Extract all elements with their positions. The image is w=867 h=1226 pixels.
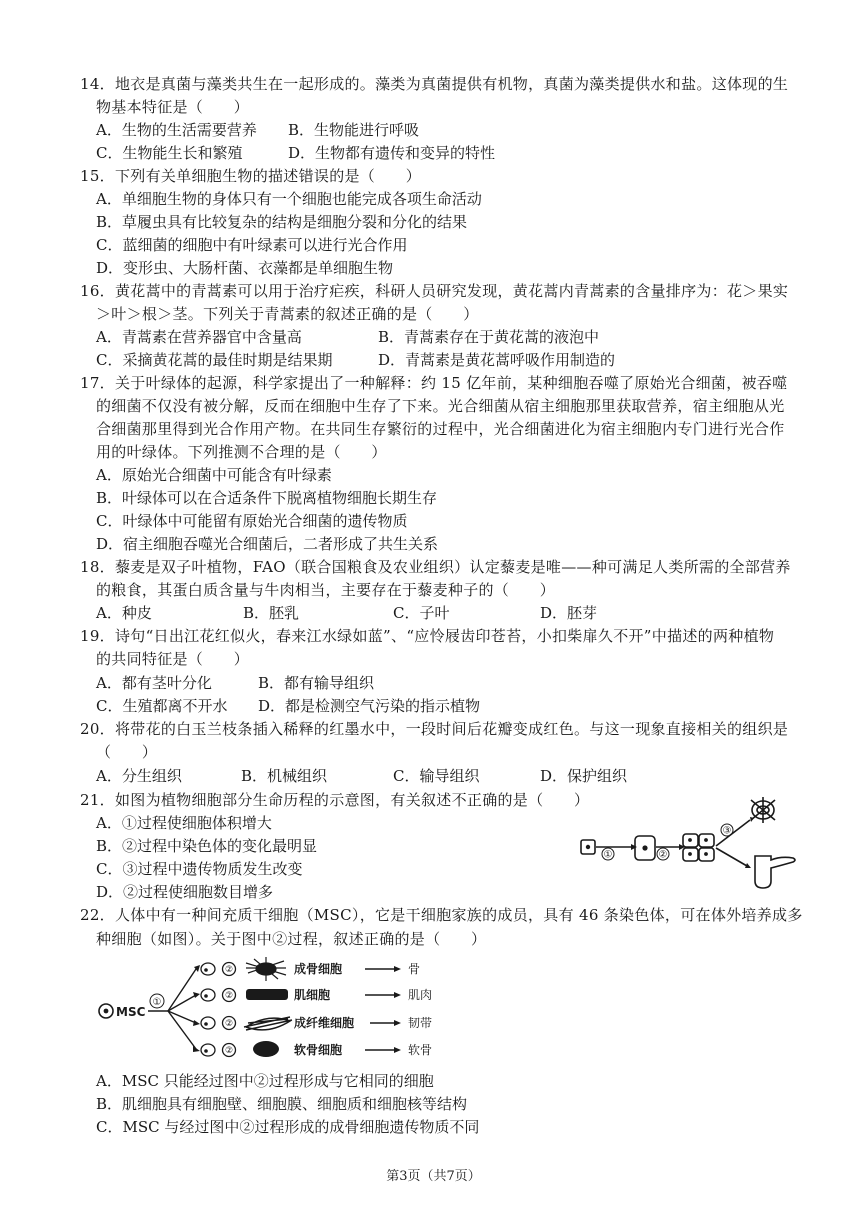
q21-step1-label: ①	[603, 849, 613, 861]
q22-stem-line1: 22．人体中有一种间充质干细胞（MSC），它是干细胞家族的成员，具有 46 条染色体，可在体外培养成多	[80, 906, 803, 924]
q17-stem-line3: 合细菌那里得到光合作用产物。在共同生存繁衍的过程中，光合细菌进化为宿主细胞内专门进行光合作	[96, 420, 785, 438]
q22-option-c: C．MSC 与经过图中②过程形成的成骨细胞遗传物质不同	[96, 1118, 480, 1136]
q19-option-c: C．生殖都离不开水	[96, 697, 228, 715]
q22-stem-line2: 种细胞（如图）。关于图中②过程，叙述正确的是（ ）	[96, 930, 487, 948]
q14-option-a: A．生物的生活需要营养	[96, 121, 257, 139]
cell-group-icon	[683, 834, 714, 861]
q22-row2-step2-label: ②	[224, 991, 234, 1001]
q17-option-b: B．叶绿体可以在合适条件下脱离植物细胞长期生存	[96, 489, 438, 507]
q17-stem-line4: 用的叶绿体。下列推测不合理的是（ ）	[96, 443, 387, 461]
q14-option-c: C．生物能生长和繁殖	[96, 144, 243, 162]
q19-option-d: D．都是检测空气污染的指示植物	[258, 697, 481, 715]
q21-step3-label: ③	[722, 825, 732, 837]
q16-option-b: B．青蒿素存在于黄花蒿的液泡中	[378, 328, 600, 346]
q17-stem-line2: 的细菌不仅没有被分解，反而在细胞中生存了下来。光合细菌从宿主细胞那里获取营养，宿主细胞从光	[96, 397, 785, 415]
q22-row3-step2-label: ②	[224, 1019, 234, 1029]
q22-row4-result: 软骨	[408, 1043, 433, 1057]
q20-option-c: C．输导组织	[393, 767, 480, 785]
differentiated-cell-top-icon	[751, 797, 775, 823]
q15-option-d: D．变形虫、大肠杆菌、衣藻都是单细胞生物	[96, 259, 394, 277]
differentiated-cell-bottom-icon	[755, 856, 795, 888]
q22-row3-cell-name: 成纤维细胞	[294, 1016, 355, 1030]
q20-stem-line1: 20．将带花的白玉兰枝条插入稀释的红墨水中，一段时间后花瓣变成红色。与这一现象直接相关的组织是	[80, 720, 789, 738]
q22-row4-step2-label: ②	[224, 1046, 234, 1056]
q16-option-d: D．青蒿素是黄花蒿呼吸作用制造的	[378, 351, 616, 369]
q17-option-d: D．宿主细胞吞噬光合细菌后，二者形成了共生关系	[96, 535, 439, 553]
q21-option-c: C．③过程中遗传物质发生改变	[96, 860, 303, 878]
q22-msc-differentiation-figure	[96, 955, 456, 1065]
q18-option-d: D．胚芽	[540, 604, 598, 622]
q21-cell-process-figure	[575, 796, 800, 891]
q19-option-a: A．都有茎叶分化	[96, 674, 212, 692]
q15-option-a: A．单细胞生物的身体只有一个细胞也能完成各项生命活动	[96, 190, 482, 208]
q22-row1-cell-name: 成骨细胞	[294, 962, 343, 976]
osteoblast-icon	[246, 957, 286, 981]
q14-option-b: B．生物能进行呼吸	[288, 121, 420, 139]
q17-option-c: C．叶绿体中可能留有原始光合细菌的遗传物质	[96, 512, 408, 530]
q18-stem-line2: 的粮食，其蛋白质含量与牛肉相当，主要存在于藜麦种子的（ ）	[96, 581, 556, 599]
q20-option-d: D．保护组织	[540, 767, 628, 785]
q21-option-b: B．②过程中染色体的变化最明显	[96, 837, 318, 855]
q22-step1-label: ①	[152, 997, 162, 1008]
q22-row3-result: 韧带	[408, 1016, 433, 1030]
q22-row2-cell-name: 肌细胞	[294, 988, 331, 1002]
q21-stem-line1: 21．如图为植物细胞部分生命历程的示意图，有关叙述不正确的是（ ）	[80, 791, 590, 809]
chondrocyte-icon	[253, 1041, 279, 1057]
q17-stem-line1: 17．关于叶绿体的起源，科学家提出了一种解释：约 15 亿年前，某种细胞吞噬了原始光合细菌，被吞噬	[80, 374, 788, 392]
q22-row4-cell-name: 软骨细胞	[294, 1043, 343, 1057]
q18-option-c: C．子叶	[393, 604, 450, 622]
q14-stem-line1: 14．地衣是真菌与藻类共生在一起形成的。藻类为真菌提供有机物，真菌为藻类提供水和盐。这体现的生	[80, 75, 789, 93]
q22-option-b: B．肌细胞具有细胞壁、细胞膜、细胞质和细胞核等结构	[96, 1095, 468, 1113]
q22-row2-result: 肌肉	[408, 988, 433, 1002]
q22-msc-label: MSC	[116, 1005, 146, 1019]
q22-row1-result: 骨	[408, 962, 421, 976]
q14-stem-line2: 物基本特征是（ ）	[96, 98, 250, 116]
q15-option-b: B．草履虫具有比较复杂的结构是细胞分裂和分化的结果	[96, 213, 468, 231]
q15-stem-line1: 15．下列有关单细胞生物的描述错误的是（ ）	[80, 167, 421, 185]
q19-stem-line1: 19．诗句“日出江花红似火，春来江水绿如蓝”、“应怜屐齿印苍苔，小扣柴扉久不开”中描述的两种植物	[80, 627, 775, 645]
q20-stem-line2: （ ）	[96, 743, 158, 761]
muscle-cell-icon	[246, 989, 288, 1000]
q21-step2-label: ②	[658, 849, 668, 861]
q17-option-a: A．原始光合细菌中可能含有叶绿素	[96, 466, 332, 484]
q22-row1-step2-label: ②	[224, 965, 234, 975]
q19-option-b: B．都有输导组织	[258, 674, 375, 692]
q14-option-d: D．生物都有遗传和变异的特性	[288, 144, 496, 162]
q20-option-b: B．机械组织	[241, 767, 328, 785]
page-number-footer: 第3页（共7页）	[386, 1169, 481, 1184]
q18-option-b: B．胚乳	[243, 604, 300, 622]
q19-stem-line2: 的共同特征是（ ）	[96, 650, 250, 668]
q22-option-a: A．MSC 只能经过图中②过程形成与它相同的细胞	[96, 1072, 434, 1090]
q16-option-a: A．青蒿素在营养器官中含量高	[96, 328, 302, 346]
q21-option-a: A．①过程使细胞体积增大	[96, 814, 272, 832]
q21-option-d: D．②过程使细胞数目增多	[96, 883, 274, 901]
fibroblast-icon	[244, 1017, 292, 1030]
q16-option-c: C．采摘黄花蒿的最佳时期是结果期	[96, 351, 333, 369]
q20-option-a: A．分生组织	[96, 767, 182, 785]
q16-stem-line2: ＞叶＞根＞茎。下列关于青蒿素的叙述正确的是（ ）	[96, 305, 479, 323]
q18-stem-line1: 18．藜麦是双子叶植物，FAO（联合国粮食及农业组织）认定藜麦是唯——种可满足人类所需的全部营养	[80, 558, 791, 576]
q15-option-c: C．蓝细菌的细胞中有叶绿素可以进行光合作用	[96, 236, 408, 254]
q18-option-a: A．种皮	[96, 604, 152, 622]
q16-stem-line1: 16．黄花蒿中的青蒿素可以用于治疗疟疾，科研人员研究发现，黄花蒿内青蒿素的含量排序为：花＞果实	[80, 282, 789, 300]
